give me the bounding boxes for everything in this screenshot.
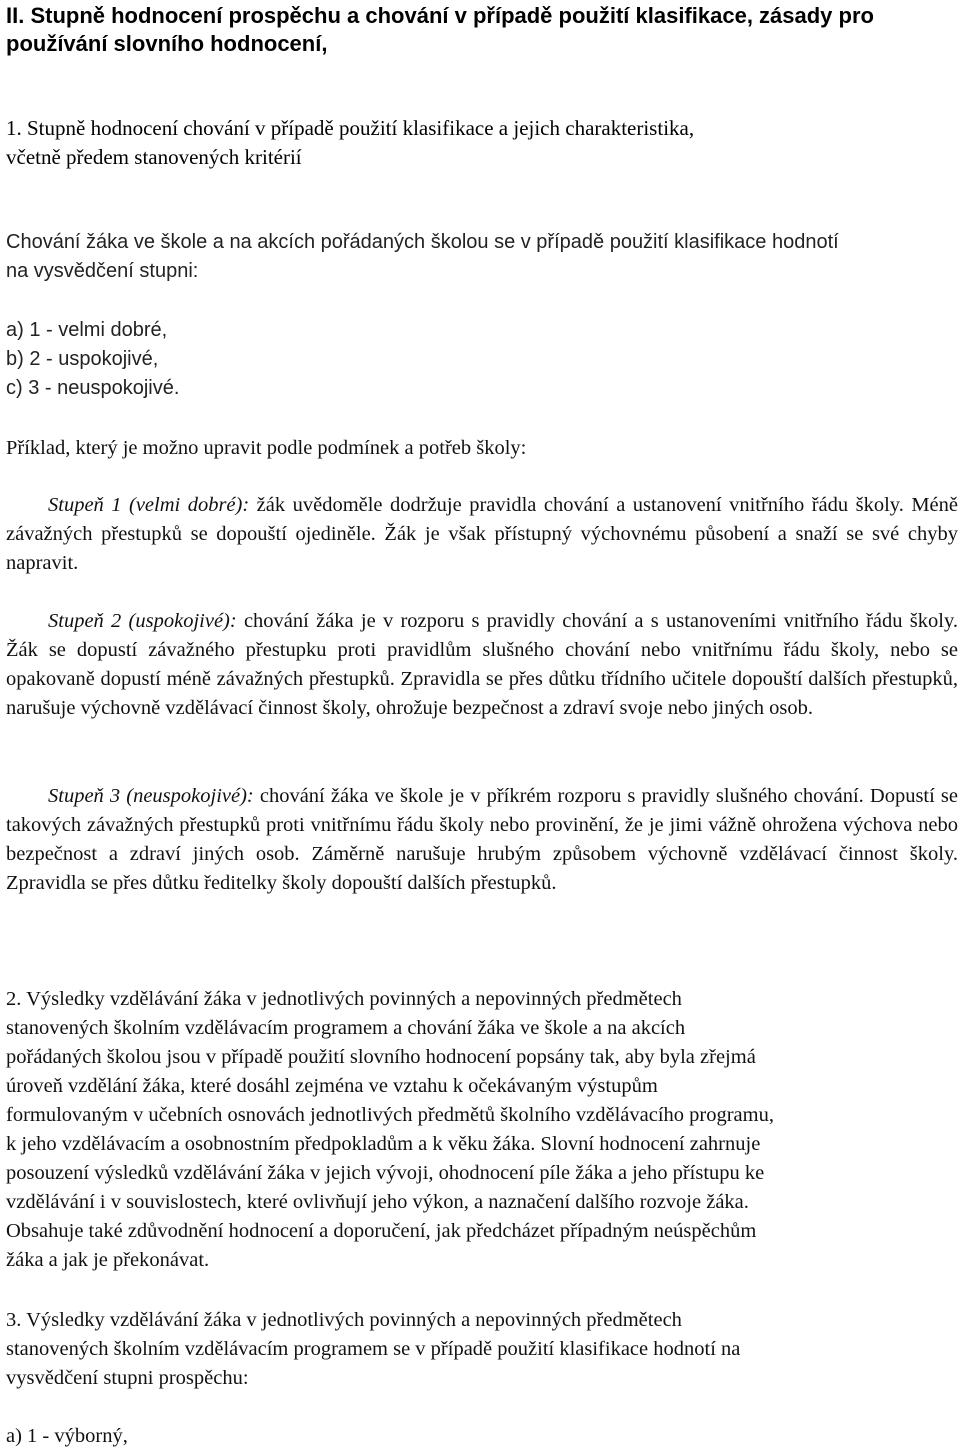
section-title-line-1: II. Stupně hodnocení prospěchu a chování v případě použití klasifikace, zásady pro (6, 3, 874, 28)
section-title (6, 2, 958, 58)
behavior-grade-item: a) 1 - velmi dobré, (6, 319, 168, 341)
grade-1-label: Stupeň 1 (velmi dobré): (48, 494, 250, 516)
paragraph-2-line: žáka a jak je překonávat. (6, 1249, 210, 1271)
behavior-grade-list (6, 316, 958, 403)
grade-2-paragraph (6, 607, 958, 723)
behavior-intro-line-2: na vysvědčení stupni: (6, 260, 199, 282)
grade-2-text: chování žáka je v rozporu s pravidly chování a s ustanoveními vnitřního řádu školy. Žák se dopustí závažného přestupku proti pravidlům slušného chování nebo vnitřnímu řádu školy, nebo se opakovaně dopustí méně závažných přestupků. Zpravidla se přes důtku třídního učitele dopouští dalších přestupků, narušuje výchovně vzdělávací činnost školy, ohrožuje bezpečnost a zdraví svoje nebo jiných osob. (6, 610, 958, 719)
grade-2-label: Stupeň 2 (uspokojivé): (48, 610, 237, 632)
paragraph-3-grade-list (6, 1422, 958, 1450)
paragraph-3-grade-item: a) 1 - výborný, (6, 1425, 128, 1447)
paragraph-3-line: vysvědčení stupni prospěchu: (6, 1367, 249, 1389)
paragraph-2-line: posouzení výsledků vzdělávání žáka v jejich vývoji, ohodnocení píle žáka a jeho přístupu ke (6, 1162, 765, 1184)
paragraph-2-line: Obsahuje také zdůvodnění hodnocení a doporučení, jak předcházet případným neúspěchům (6, 1220, 757, 1242)
behavior-grade-item: c) 3 - neuspokojivé. (6, 377, 180, 399)
paragraph-2-line: k jeho vzdělávacím a osobnostním předpokladům a k věku žáka. Slovní hodnocení zahrnuje (6, 1133, 761, 1155)
grade-3-text: chování žáka ve škole je v příkrém rozporu s pravidly slušného chování. Dopustí se takových závažných přestupků proti vnitřnímu řádu školy nebo provinění, že je jimi vážně ohrožena výchova nebo bezpečnost a zdraví jiných osob. Záměrně narušuje hrubým způsobem výchovně vzdělávací činnost školy. Zpravidla se přes důtku ředitelky školy dopouští dalších přestupků. (6, 785, 958, 894)
paragraph-2-line: formulovaným v učebních osnovách jednotlivých předmětů školního vzdělávacího programu, (6, 1104, 774, 1126)
grade-1-text: žák uvědoměle dodržuje pravidla chování a ustanovení vnitřního řádu školy. Méně závažných přestupků se dopouští ojediněle. Žák je však přístupný výchovnému působení a snaží se své chyby napravit. (6, 494, 959, 574)
paragraph-2-line: stanovených školním vzdělávacím programem a chování žáka ve škole a na akcích (6, 1017, 686, 1039)
grade-3-label: Stupeň 3 (neuspokojivé): (48, 785, 254, 807)
subsection-1-title-line-2: včetně předem stanovených kritérií (6, 145, 302, 169)
paragraph-3-line: 3. Výsledky vzdělávání žáka v jednotlivých povinných a nepovinných předmětech (6, 1309, 682, 1331)
subsection-1-title-line-1: 1. Stupně hodnocení chování v případě použití klasifikace a jejich charakteristika, (6, 116, 695, 140)
section-title-line-2: používání slovního hodnocení, (6, 31, 328, 56)
grade-3-description (6, 782, 958, 898)
grade-2-description (6, 607, 958, 723)
subsection-1-title (6, 114, 958, 172)
grade-1-paragraph (6, 491, 958, 578)
example-intro-text: Příklad, který je možno upravit podle podmínek a potřeb školy: (6, 437, 527, 459)
grade-3-paragraph (6, 782, 958, 898)
paragraph-3 (6, 1306, 958, 1393)
paragraph-2-line: úroveň vzdělání žáka, které dosáhl zejména ve vztahu k očekávaným výstupům (6, 1075, 658, 1097)
paragraph-2 (6, 985, 958, 1275)
paragraph-2-line: vzdělávání i v souvislostech, které ovlivňují jeho výkon, a naznačení dalšího rozvoje žáka. (6, 1191, 749, 1213)
behavior-intro-line-1: Chování žáka ve škole a na akcích pořádaných školou se v případě použití klasifikace hodnotí (6, 231, 839, 253)
paragraph-3-line: stanovených školním vzdělávacím programem se v případě použití klasifikace hodnotí na (6, 1338, 741, 1360)
behavior-intro (6, 228, 958, 286)
paragraph-2-line: 2. Výsledky vzdělávání žáka v jednotlivých povinných a nepovinných předmětech (6, 988, 682, 1010)
example-intro (6, 434, 958, 463)
behavior-grade-item: b) 2 - uspokojivé, (6, 348, 159, 370)
paragraph-2-line: pořádaných školou jsou v případě použití slovního hodnocení popsány tak, aby byla zřejmá (6, 1046, 756, 1068)
grade-1-description (6, 491, 958, 578)
